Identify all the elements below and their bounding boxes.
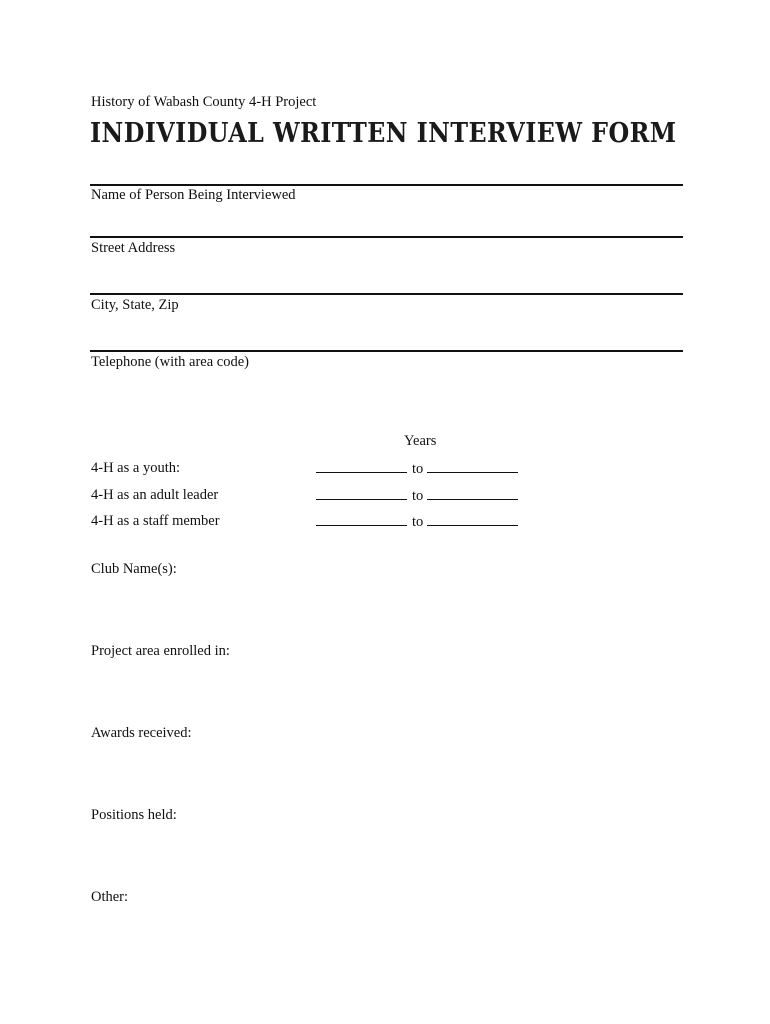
staff-member-years-range bbox=[316, 513, 518, 531]
telephone-field-label: Telephone (with area code) bbox=[91, 354, 249, 370]
staff-member-from-blank[interactable] bbox=[316, 513, 407, 526]
awards-received-label: Awards received: bbox=[91, 725, 192, 741]
adult-leader-years-range bbox=[316, 487, 518, 505]
other-label: Other: bbox=[91, 889, 129, 905]
telephone-rule bbox=[90, 350, 683, 352]
youth-years-range bbox=[316, 460, 518, 478]
street-rule bbox=[90, 236, 683, 238]
positions-held-label: Positions held: bbox=[91, 807, 177, 823]
staff-member-to-blank[interactable] bbox=[427, 513, 518, 526]
form-title: INDIVIDUAL WRITTEN INTERVIEW FORM bbox=[90, 118, 677, 149]
youth-from-blank[interactable] bbox=[316, 460, 407, 473]
adult-leader-to-blank[interactable] bbox=[427, 487, 518, 500]
youth-row-label: 4-H as a youth: bbox=[91, 460, 180, 476]
adult-leader-to-text: to bbox=[412, 488, 424, 504]
adult-leader-row-label: 4-H as an adult leader bbox=[91, 487, 219, 503]
project-line: History of Wabash County 4-H Project bbox=[91, 94, 317, 110]
name-field-label: Name of Person Being Interviewed bbox=[91, 187, 296, 203]
name-rule bbox=[90, 184, 683, 186]
youth-to-text: to bbox=[412, 461, 424, 477]
staff-member-row-label: 4-H as a staff member bbox=[91, 513, 220, 529]
adult-leader-from-blank[interactable] bbox=[316, 487, 407, 500]
staff-member-to-text: to bbox=[412, 514, 424, 530]
years-header: Years bbox=[404, 433, 437, 449]
street-field-label: Street Address bbox=[91, 240, 176, 256]
project-area-label: Project area enrolled in: bbox=[91, 643, 230, 659]
city-field-label: City, State, Zip bbox=[91, 297, 179, 313]
city-rule bbox=[90, 293, 683, 295]
youth-to-blank[interactable] bbox=[427, 460, 518, 473]
club-names-label: Club Name(s): bbox=[91, 561, 177, 577]
